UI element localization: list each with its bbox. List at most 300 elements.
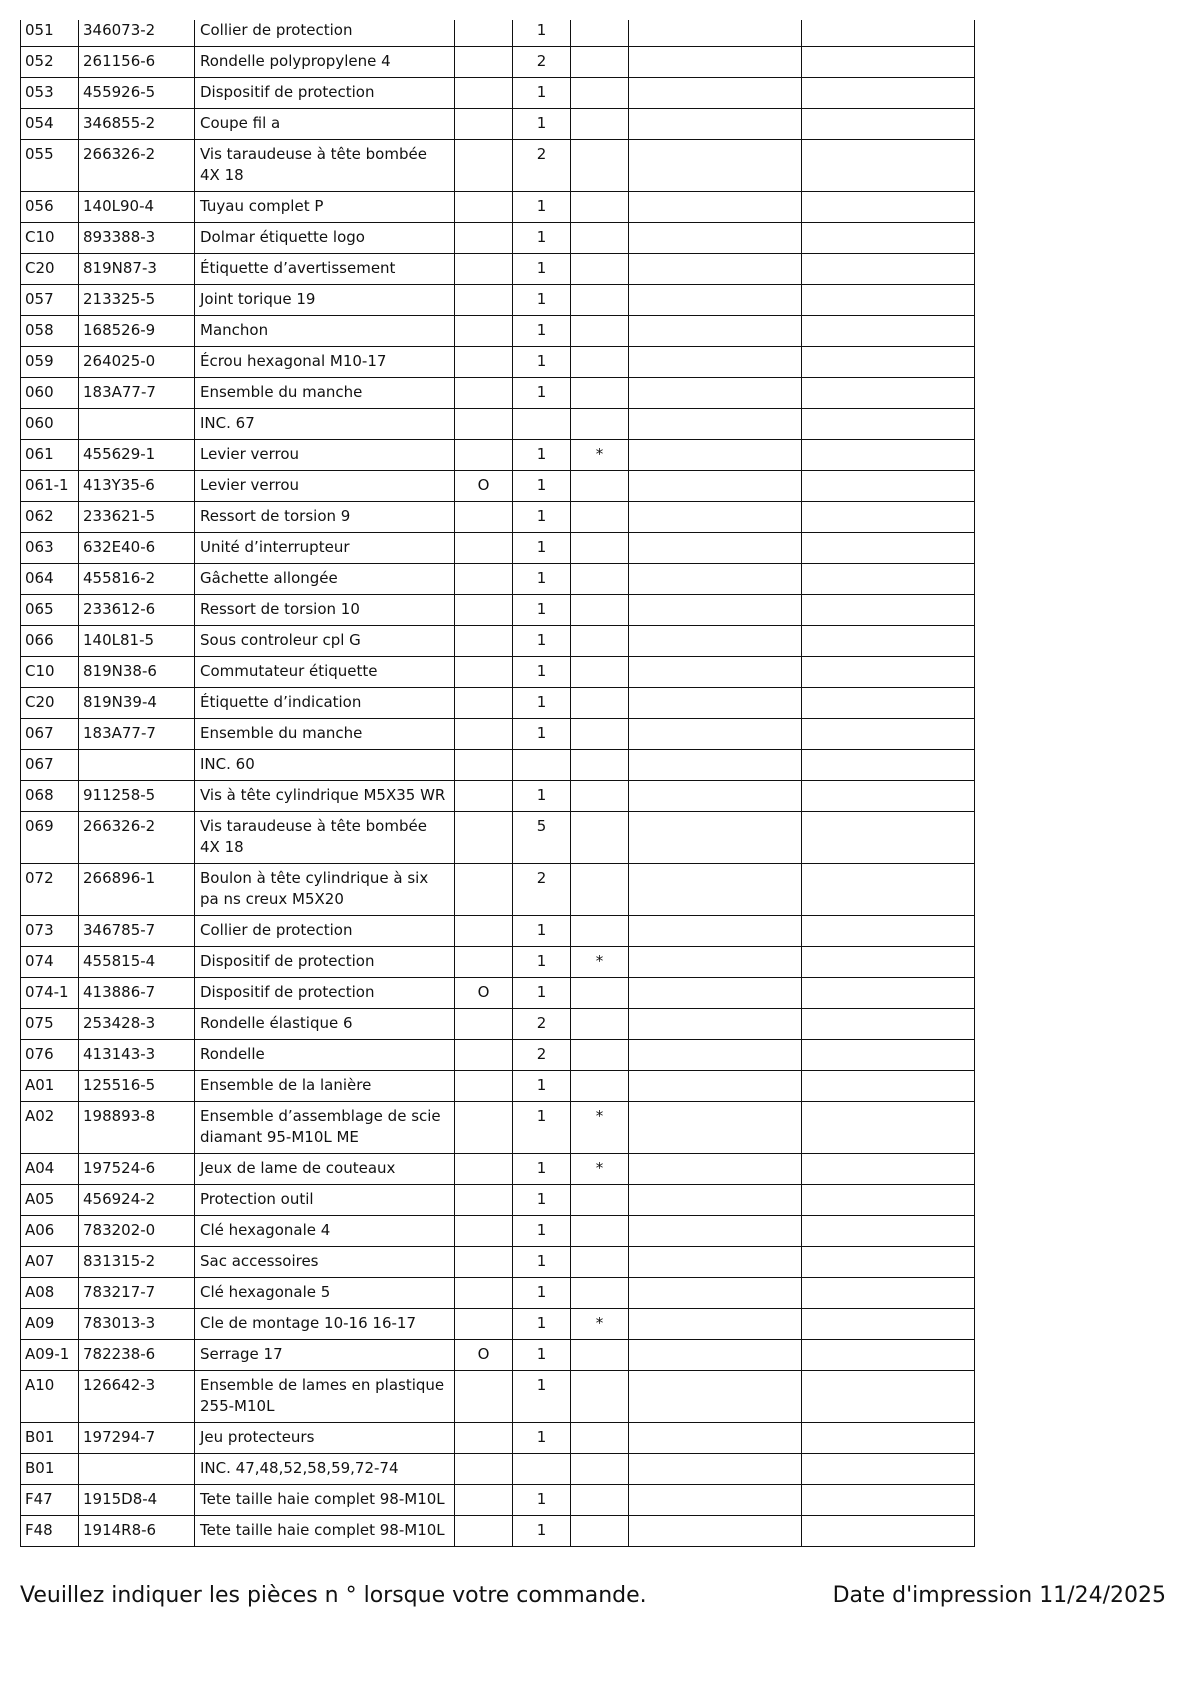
quantity-cell: 1 [513, 1247, 571, 1278]
option-cell [455, 1216, 513, 1247]
part-number-cell: 198893-8 [79, 1102, 195, 1154]
option-cell [455, 1278, 513, 1309]
description-cell: Tuyau complet P [195, 192, 455, 223]
blank-cell [629, 1040, 802, 1071]
blank-cell [802, 1154, 975, 1185]
option-cell [455, 109, 513, 140]
note-cell [571, 781, 629, 812]
description-cell: Tete taille haie complet 98-M10L [195, 1485, 455, 1516]
note-cell [571, 409, 629, 440]
quantity-cell: 1 [513, 533, 571, 564]
ref-number-cell: F47 [21, 1485, 79, 1516]
part-number-cell: 1915D8-4 [79, 1485, 195, 1516]
table-row [21, 1216, 975, 1247]
description-cell: Cle de montage 10-16 16-17 [195, 1309, 455, 1340]
quantity-cell: 1 [513, 20, 571, 47]
quantity-cell: 1 [513, 1102, 571, 1154]
part-number-cell: 261156-6 [79, 47, 195, 78]
quantity-cell: 1 [513, 347, 571, 378]
part-number-cell: 197294-7 [79, 1423, 195, 1454]
part-number-cell: 413886-7 [79, 978, 195, 1009]
option-cell [455, 1102, 513, 1154]
description-cell: Levier verrou [195, 471, 455, 502]
option-cell [455, 223, 513, 254]
part-number-cell: 197524-6 [79, 1154, 195, 1185]
blank-cell [802, 192, 975, 223]
table-row [21, 316, 975, 347]
description-cell: Sac accessoires [195, 1247, 455, 1278]
part-number-cell: 266896-1 [79, 864, 195, 916]
option-cell [455, 781, 513, 812]
description-cell: Écrou hexagonal M10-17 [195, 347, 455, 378]
quantity-cell: 2 [513, 140, 571, 192]
note-cell [571, 223, 629, 254]
blank-cell [802, 1040, 975, 1071]
blank-cell [802, 564, 975, 595]
table-row [21, 626, 975, 657]
part-number-cell: 233612-6 [79, 595, 195, 626]
option-cell [455, 719, 513, 750]
part-number-cell: 264025-0 [79, 347, 195, 378]
blank-cell [802, 109, 975, 140]
option-cell [455, 502, 513, 533]
note-cell [571, 864, 629, 916]
part-number-cell [79, 409, 195, 440]
option-cell [455, 595, 513, 626]
option-cell [455, 1185, 513, 1216]
option-cell [455, 254, 513, 285]
blank-cell [802, 1516, 975, 1547]
description-cell: Ensemble d’assemblage de scie diamant 95-M10L ME [195, 1102, 455, 1154]
note-cell [571, 1216, 629, 1247]
note-cell [571, 1071, 629, 1102]
blank-cell [629, 719, 802, 750]
blank-cell [802, 781, 975, 812]
part-number-cell: 911258-5 [79, 781, 195, 812]
table-row [21, 947, 975, 978]
quantity-cell: 1 [513, 657, 571, 688]
ref-number-cell: 066 [21, 626, 79, 657]
description-cell: Coupe fil a [195, 109, 455, 140]
part-number-cell: 455815-4 [79, 947, 195, 978]
ref-number-cell: 060 [21, 409, 79, 440]
part-number-cell: 783217-7 [79, 1278, 195, 1309]
part-number-cell: 831315-2 [79, 1247, 195, 1278]
note-cell: * [571, 1102, 629, 1154]
table-row [21, 109, 975, 140]
description-cell: Jeux de lame de couteaux [195, 1154, 455, 1185]
blank-cell [629, 109, 802, 140]
blank-cell [802, 864, 975, 916]
option-cell [455, 812, 513, 864]
table-row [21, 223, 975, 254]
blank-cell [802, 1371, 975, 1423]
quantity-cell: 1 [513, 1485, 571, 1516]
note-cell [571, 688, 629, 719]
part-number-cell: 1914R8-6 [79, 1516, 195, 1547]
blank-cell [629, 595, 802, 626]
table-row [21, 595, 975, 626]
description-cell: Ensemble du manche [195, 378, 455, 409]
ref-number-cell: 060 [21, 378, 79, 409]
blank-cell [629, 440, 802, 471]
blank-cell [629, 20, 802, 47]
option-cell [455, 564, 513, 595]
quantity-cell [513, 750, 571, 781]
blank-cell [629, 378, 802, 409]
table-row [21, 916, 975, 947]
note-cell: * [571, 947, 629, 978]
table-row [21, 254, 975, 285]
option-cell: O [455, 1340, 513, 1371]
ref-number-cell: 061 [21, 440, 79, 471]
description-cell: Clé hexagonale 4 [195, 1216, 455, 1247]
part-number-cell: 455629-1 [79, 440, 195, 471]
part-number-cell: 168526-9 [79, 316, 195, 347]
ref-number-cell: C20 [21, 688, 79, 719]
blank-cell [802, 978, 975, 1009]
part-number-cell: 253428-3 [79, 1009, 195, 1040]
blank-cell [802, 533, 975, 564]
table-row [21, 47, 975, 78]
quantity-cell: 1 [513, 316, 571, 347]
part-number-cell: 783202-0 [79, 1216, 195, 1247]
quantity-cell: 1 [513, 719, 571, 750]
note-cell [571, 1454, 629, 1485]
table-row [21, 1485, 975, 1516]
blank-cell [629, 1278, 802, 1309]
blank-cell [802, 1071, 975, 1102]
blank-cell [802, 1009, 975, 1040]
blank-cell [802, 916, 975, 947]
note-cell [571, 1371, 629, 1423]
description-cell: Dispositif de protection [195, 78, 455, 109]
option-cell [455, 20, 513, 47]
table-row [21, 20, 975, 47]
note-cell [571, 1278, 629, 1309]
footer-order-note: Veuillez indiquer les pièces n ° lorsque votre commande. [20, 1583, 647, 1608]
parts-table [20, 20, 975, 1547]
part-number-cell: 183A77-7 [79, 719, 195, 750]
part-number-cell: 346073-2 [79, 20, 195, 47]
note-cell [571, 20, 629, 47]
description-cell: Rondelle [195, 1040, 455, 1071]
description-cell: Tete taille haie complet 98-M10L [195, 1516, 455, 1547]
quantity-cell: 1 [513, 1185, 571, 1216]
quantity-cell: 5 [513, 812, 571, 864]
part-number-cell: 893388-3 [79, 223, 195, 254]
ref-number-cell: 074 [21, 947, 79, 978]
ref-number-cell: 075 [21, 1009, 79, 1040]
ref-number-cell: C20 [21, 254, 79, 285]
option-cell [455, 864, 513, 916]
part-number-cell: 783013-3 [79, 1309, 195, 1340]
option-cell [455, 1423, 513, 1454]
note-cell [571, 1340, 629, 1371]
quantity-cell: 1 [513, 1371, 571, 1423]
blank-cell [629, 781, 802, 812]
ref-number-cell: 073 [21, 916, 79, 947]
quantity-cell: 1 [513, 595, 571, 626]
description-cell: Vis à tête cylindrique M5X35 WR [195, 781, 455, 812]
table-row [21, 1423, 975, 1454]
note-cell [571, 109, 629, 140]
blank-cell [802, 1340, 975, 1371]
blank-cell [629, 1071, 802, 1102]
blank-cell [802, 254, 975, 285]
ref-number-cell: 061-1 [21, 471, 79, 502]
description-cell: Rondelle élastique 6 [195, 1009, 455, 1040]
blank-cell [629, 1485, 802, 1516]
blank-cell [802, 688, 975, 719]
parts-table-body [21, 20, 975, 1547]
blank-cell [629, 1309, 802, 1340]
quantity-cell: 1 [513, 688, 571, 719]
blank-cell [629, 140, 802, 192]
ref-number-cell: 051 [21, 20, 79, 47]
note-cell: * [571, 1309, 629, 1340]
ref-number-cell: A05 [21, 1185, 79, 1216]
ref-number-cell: A02 [21, 1102, 79, 1154]
blank-cell [802, 1309, 975, 1340]
blank-cell [802, 1185, 975, 1216]
description-cell: Joint torique 19 [195, 285, 455, 316]
blank-cell [629, 1516, 802, 1547]
description-cell: Gâchette allongée [195, 564, 455, 595]
blank-cell [629, 47, 802, 78]
note-cell [571, 1485, 629, 1516]
quantity-cell: 1 [513, 1423, 571, 1454]
note-cell [571, 192, 629, 223]
ref-number-cell: C10 [21, 657, 79, 688]
blank-cell [629, 1371, 802, 1423]
part-number-cell: 819N87-3 [79, 254, 195, 285]
part-number-cell: 266326-2 [79, 812, 195, 864]
option-cell [455, 1485, 513, 1516]
note-cell [571, 502, 629, 533]
description-cell: Commutateur étiquette [195, 657, 455, 688]
ref-number-cell: 068 [21, 781, 79, 812]
blank-cell [802, 657, 975, 688]
table-row [21, 1040, 975, 1071]
option-cell [455, 657, 513, 688]
quantity-cell: 1 [513, 471, 571, 502]
description-cell: Ressort de torsion 9 [195, 502, 455, 533]
ref-number-cell: 055 [21, 140, 79, 192]
note-cell [571, 595, 629, 626]
quantity-cell: 1 [513, 78, 571, 109]
blank-cell [629, 533, 802, 564]
blank-cell [629, 409, 802, 440]
part-number-cell: 140L81-5 [79, 626, 195, 657]
blank-cell [802, 316, 975, 347]
quantity-cell: 1 [513, 440, 571, 471]
quantity-cell: 1 [513, 1278, 571, 1309]
ref-number-cell: 069 [21, 812, 79, 864]
option-cell [455, 347, 513, 378]
table-row [21, 564, 975, 595]
blank-cell [629, 978, 802, 1009]
ref-number-cell: 076 [21, 1040, 79, 1071]
blank-cell [629, 626, 802, 657]
note-cell [571, 657, 629, 688]
part-number-cell: 455926-5 [79, 78, 195, 109]
note-cell [571, 140, 629, 192]
option-cell [455, 409, 513, 440]
ref-number-cell: 064 [21, 564, 79, 595]
quantity-cell: 1 [513, 378, 571, 409]
quantity-cell: 1 [513, 254, 571, 285]
option-cell [455, 1071, 513, 1102]
table-row [21, 1340, 975, 1371]
part-number-cell: 213325-5 [79, 285, 195, 316]
note-cell: * [571, 440, 629, 471]
quantity-cell: 1 [513, 947, 571, 978]
blank-cell [802, 1216, 975, 1247]
description-cell: Rondelle polypropylene 4 [195, 47, 455, 78]
table-row [21, 1516, 975, 1547]
blank-cell [629, 316, 802, 347]
part-number-cell: 346855-2 [79, 109, 195, 140]
blank-cell [802, 812, 975, 864]
quantity-cell: 2 [513, 1040, 571, 1071]
ref-number-cell: A08 [21, 1278, 79, 1309]
quantity-cell: 1 [513, 1216, 571, 1247]
description-cell: Clé hexagonale 5 [195, 1278, 455, 1309]
part-number-cell: 456924-2 [79, 1185, 195, 1216]
note-cell [571, 533, 629, 564]
quantity-cell: 1 [513, 916, 571, 947]
ref-number-cell: B01 [21, 1423, 79, 1454]
table-row [21, 347, 975, 378]
blank-cell [629, 254, 802, 285]
description-cell: Vis taraudeuse à tête bombée 4X 18 [195, 812, 455, 864]
part-number-cell: 266326-2 [79, 140, 195, 192]
quantity-cell: 1 [513, 192, 571, 223]
ref-number-cell: F48 [21, 1516, 79, 1547]
ref-number-cell: 058 [21, 316, 79, 347]
blank-cell [802, 626, 975, 657]
blank-cell [629, 947, 802, 978]
option-cell [455, 1009, 513, 1040]
blank-cell [802, 1485, 975, 1516]
table-row [21, 1454, 975, 1485]
table-row [21, 471, 975, 502]
blank-cell [629, 812, 802, 864]
table-row [21, 978, 975, 1009]
blank-cell [802, 1102, 975, 1154]
quantity-cell: 1 [513, 502, 571, 533]
blank-cell [629, 750, 802, 781]
ref-number-cell: 063 [21, 533, 79, 564]
quantity-cell: 2 [513, 47, 571, 78]
description-cell: Ensemble de lames en plastique 255-M10L [195, 1371, 455, 1423]
note-cell [571, 347, 629, 378]
description-cell: INC. 60 [195, 750, 455, 781]
quantity-cell: 1 [513, 564, 571, 595]
description-cell: Levier verrou [195, 440, 455, 471]
ref-number-cell: A09-1 [21, 1340, 79, 1371]
part-number-cell: 413Y35-6 [79, 471, 195, 502]
option-cell [455, 140, 513, 192]
note-cell [571, 564, 629, 595]
ref-number-cell: A01 [21, 1071, 79, 1102]
part-number-cell: 140L90-4 [79, 192, 195, 223]
part-number-cell [79, 750, 195, 781]
blank-cell [629, 1102, 802, 1154]
note-cell [571, 750, 629, 781]
part-number-cell: 413143-3 [79, 1040, 195, 1071]
note-cell [571, 1247, 629, 1278]
option-cell [455, 947, 513, 978]
blank-cell [629, 1009, 802, 1040]
quantity-cell: 1 [513, 1071, 571, 1102]
blank-cell [802, 471, 975, 502]
quantity-cell [513, 1454, 571, 1485]
quantity-cell: 1 [513, 978, 571, 1009]
description-cell: Protection outil [195, 1185, 455, 1216]
option-cell [455, 378, 513, 409]
option-cell [455, 192, 513, 223]
note-cell [571, 1516, 629, 1547]
description-cell: Jeu protecteurs [195, 1423, 455, 1454]
ref-number-cell: A07 [21, 1247, 79, 1278]
blank-cell [802, 750, 975, 781]
table-row [21, 140, 975, 192]
blank-cell [802, 1423, 975, 1454]
blank-cell [629, 471, 802, 502]
ref-number-cell: A10 [21, 1371, 79, 1423]
table-row [21, 502, 975, 533]
quantity-cell: 1 [513, 1309, 571, 1340]
option-cell [455, 1516, 513, 1547]
option-cell [455, 47, 513, 78]
blank-cell [629, 192, 802, 223]
option-cell [455, 1154, 513, 1185]
note-cell: * [571, 1154, 629, 1185]
blank-cell [802, 47, 975, 78]
description-cell: Unité d’interrupteur [195, 533, 455, 564]
blank-cell [802, 1454, 975, 1485]
blank-cell [629, 347, 802, 378]
part-number-cell: 632E40-6 [79, 533, 195, 564]
description-cell: Manchon [195, 316, 455, 347]
table-row [21, 864, 975, 916]
note-cell [571, 378, 629, 409]
blank-cell [802, 378, 975, 409]
blank-cell [629, 1423, 802, 1454]
description-cell: Serrage 17 [195, 1340, 455, 1371]
blank-cell [629, 285, 802, 316]
blank-cell [629, 223, 802, 254]
ref-number-cell: C10 [21, 223, 79, 254]
quantity-cell: 1 [513, 285, 571, 316]
table-row [21, 1071, 975, 1102]
ref-number-cell: 052 [21, 47, 79, 78]
table-row [21, 750, 975, 781]
ref-number-cell: A09 [21, 1309, 79, 1340]
option-cell: O [455, 978, 513, 1009]
option-cell [455, 916, 513, 947]
blank-cell [802, 595, 975, 626]
ref-number-cell: 057 [21, 285, 79, 316]
part-number-cell [79, 1454, 195, 1485]
blank-cell [629, 916, 802, 947]
description-cell: Sous controleur cpl G [195, 626, 455, 657]
note-cell [571, 719, 629, 750]
blank-cell [802, 1247, 975, 1278]
option-cell [455, 78, 513, 109]
